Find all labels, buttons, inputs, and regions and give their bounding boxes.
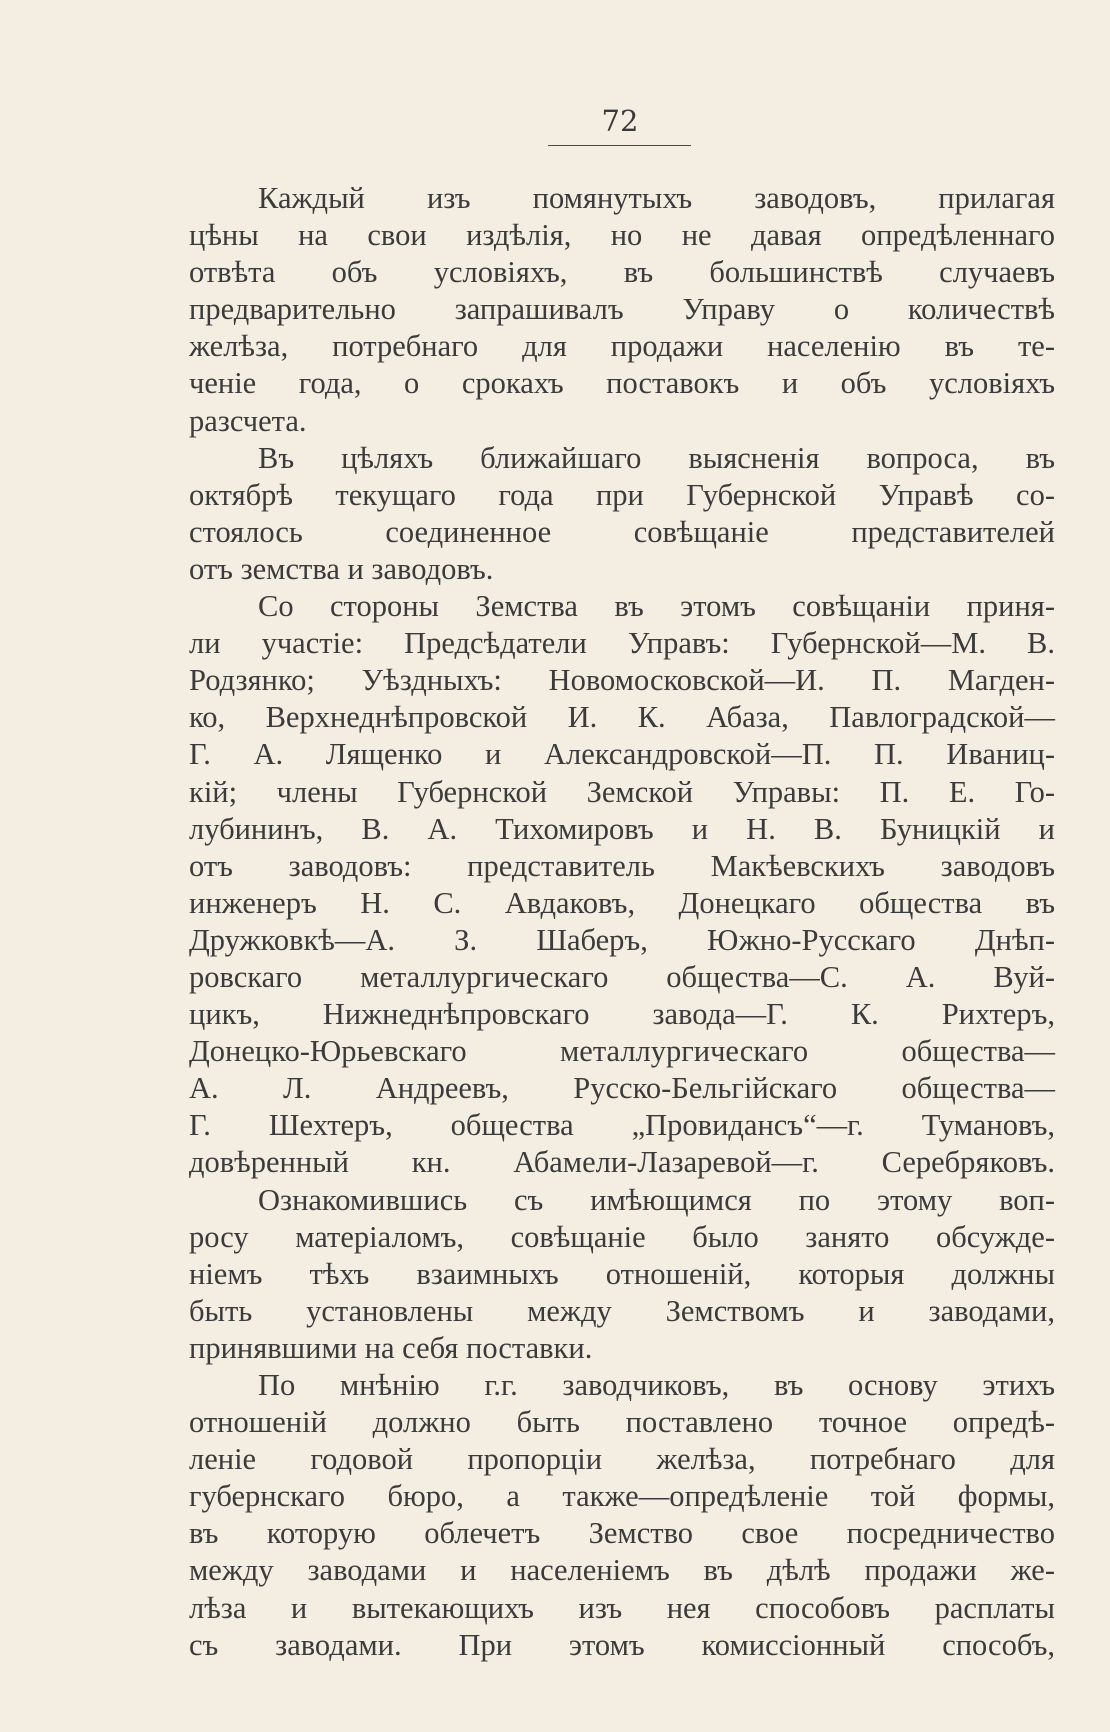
text-line: отъ заводовъ: представитель Макѣевскихъ заводовъ: [189, 848, 1055, 883]
paragraph: [189, 180, 1055, 440]
page-number: 72: [601, 104, 639, 138]
text-line: ніемъ тѣхъ взаимныхъ отношеній, которыя должны: [189, 1256, 1055, 1291]
text-line: отвѣта объ условіяхъ, въ большинствѣ случаевъ: [189, 255, 1055, 290]
text-line: кій; члены Губернской Земской Управы: П. Е. Го-: [189, 774, 1055, 809]
text-line: А. Л. Андреевъ, Русско-Бельгійскаго общества—: [189, 1071, 1055, 1106]
text-line: ченіе года, о срокахъ поставокъ и объ условіяхъ: [189, 366, 1055, 401]
text-line: лѣза и вытекающихъ изъ нея способовъ расплаты: [189, 1590, 1055, 1625]
text-line: между заводами и населеніемъ въ дѣлѣ продажи же-: [189, 1553, 1055, 1588]
text-line: Родзянко; Уѣздныхъ: Новомосковской—И. П. Магден-: [189, 663, 1055, 698]
text-line: Г. Шехтеръ, общества „Провидансъ“—г. Тумановъ,: [189, 1108, 1055, 1143]
text-line: цѣны на свои издѣлія, но не давая опредѣленнаго: [189, 218, 1055, 253]
text-line: По мнѣнію г.г. заводчиковъ, въ основу этихъ: [258, 1368, 1055, 1402]
text-line: ли участіе: Предсѣдатели Управъ: Губернской—М. В.: [189, 626, 1055, 661]
text-line: росу матеріаломъ, совѣщаніе было занято обсужде-: [189, 1219, 1055, 1254]
text-line: ко, Верхнеднѣпровской И. К. Абаза, Павлоградской—: [189, 700, 1055, 735]
text-line: Г. А. Лященко и Александровской—П. П. Иваниц-: [189, 737, 1055, 772]
text-line: въ которую облечетъ Земство свое посредничество: [189, 1516, 1055, 1551]
text-line: цикъ, Нижнеднѣпровскаго завода—Г. К. Рихтеръ,: [189, 997, 1055, 1032]
text-line: принявшими на себя поставки.: [189, 1330, 593, 1365]
body-text: [189, 180, 1055, 1664]
text-line: Со стороны Земства въ этомъ совѣщаніи приня-: [258, 589, 1055, 624]
text-line: Каждый изъ помянутыхъ заводовъ, прилагая: [258, 181, 1055, 215]
text-line: стоялось соединенное совѣщаніе представителей: [189, 514, 1055, 549]
text-line: Въ цѣляхъ ближайшаго выясненія вопроса, въ: [258, 440, 1055, 475]
page-number-rule: [548, 145, 691, 146]
text-line: губернскаго бюро, а также—опредѣленіе той формы,: [189, 1479, 1055, 1514]
text-line: октябрѣ текущаго года при Губернской Управѣ со-: [189, 477, 1055, 512]
text-line: Ознакомившись съ имѣющимся по этому воп-: [258, 1182, 1055, 1217]
paragraph: [189, 1367, 1055, 1664]
text-line: лубининъ, В. А. Тихомировъ и Н. В. Буницкій и: [189, 811, 1055, 846]
text-line: предварительно запрашивалъ Управу о количествѣ: [189, 292, 1055, 327]
text-line: быть установлены между Земствомъ и заводами,: [189, 1293, 1055, 1328]
text-line: разсчета.: [189, 403, 307, 438]
paragraph: [189, 1182, 1055, 1367]
text-line: отъ земства и заводовъ.: [189, 551, 494, 586]
text-line: леніе годовой пропорціи желѣза, потребнаго для: [189, 1442, 1055, 1477]
text-line: желѣза, потребнаго для продажи населенію въ те-: [189, 329, 1055, 364]
text-line: инженеръ Н. С. Авдаковъ, Донецкаго общества въ: [189, 885, 1055, 920]
text-line: съ заводами. При этомъ комиссіонный способъ,: [189, 1627, 1055, 1662]
text-line: отношеній должно быть поставлено точное опредѣ-: [189, 1405, 1055, 1440]
text-line: Дружковкѣ—А. З. Шаберъ, Южно-Русскаго Днѣп-: [189, 922, 1055, 957]
text-line: Донецко-Юрьевскаго металлургическаго общества—: [189, 1034, 1055, 1069]
paragraph: [189, 588, 1055, 1182]
paragraph: [189, 440, 1055, 588]
text-line: ровскаго металлургическаго общества—С. А. Вуй-: [189, 959, 1055, 994]
text-line: довѣренный кн. Абамели-Лазаревой—г. Серебряковъ.: [189, 1145, 1055, 1180]
